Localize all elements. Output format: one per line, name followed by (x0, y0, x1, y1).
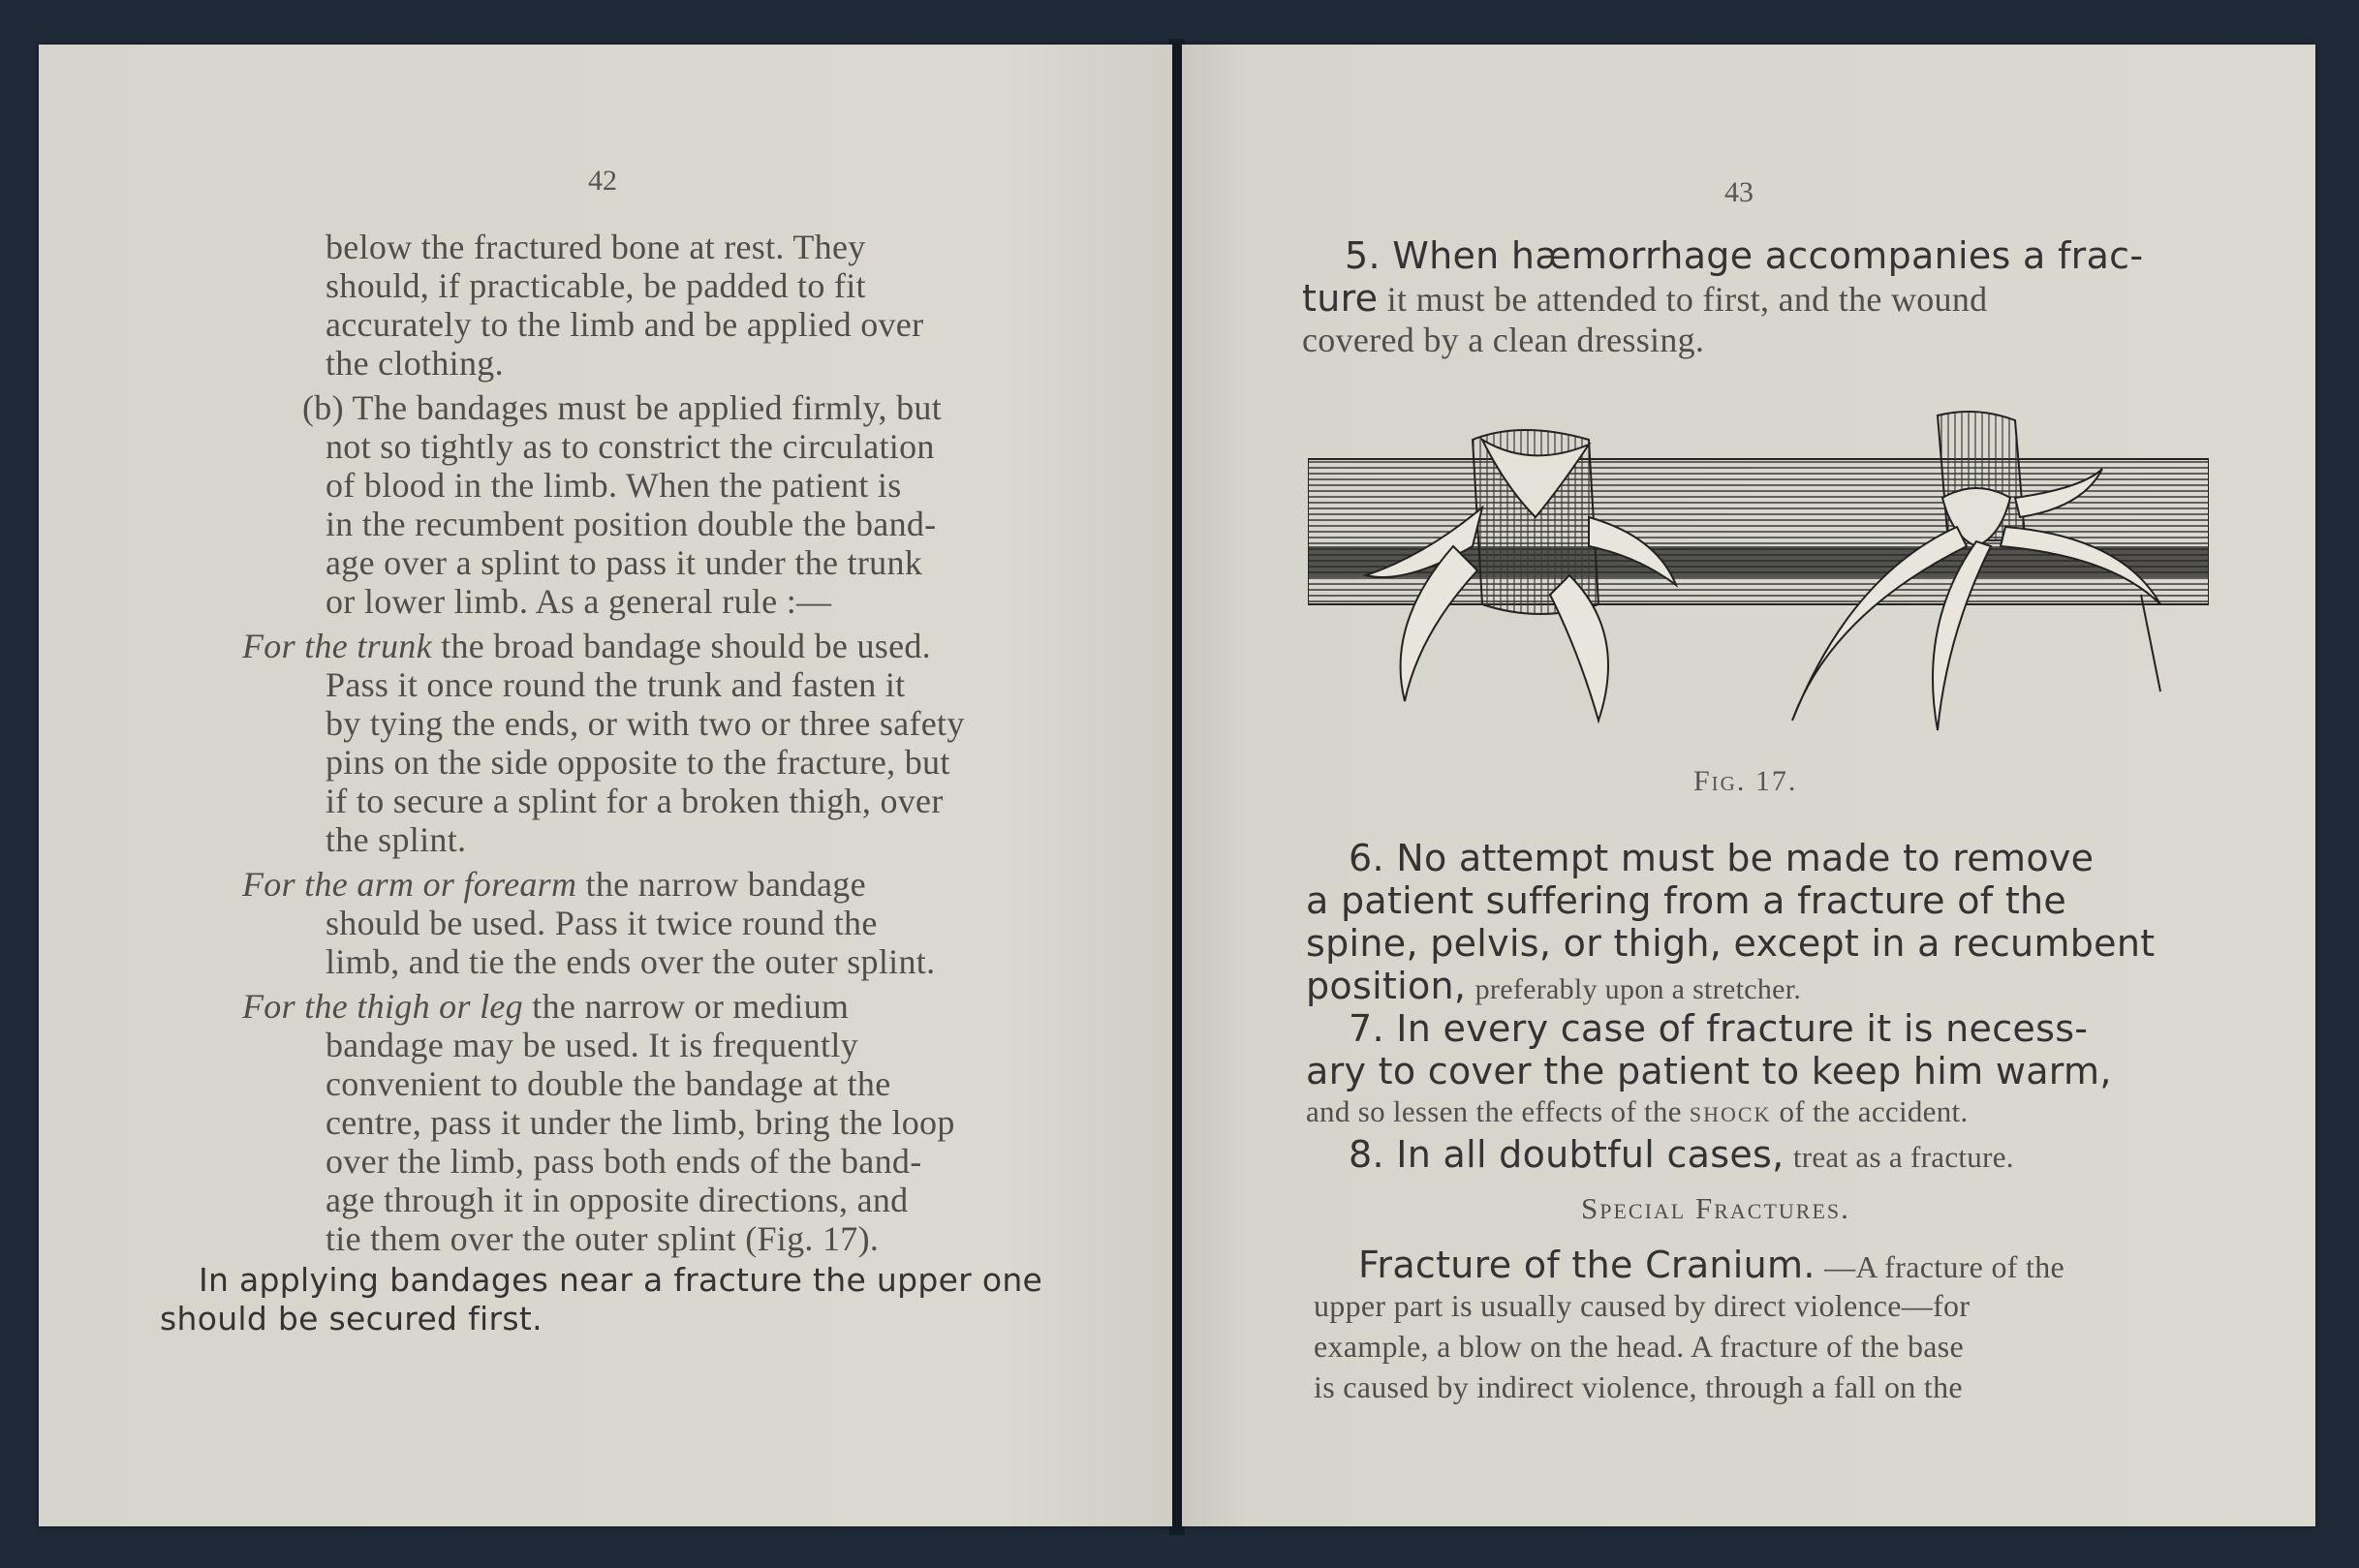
text-line: centre, pass it under the limb, bring the loop (326, 1103, 955, 1142)
text-line (242, 626, 931, 666)
text-line: over the limb, pass both ends of the band- (326, 1142, 922, 1181)
text-line: limb, and tie the ends over the outer splint. (326, 942, 936, 981)
text-line: if to secure a splint for a broken thigh, over (326, 782, 944, 820)
item-6-line: a patient suffering from a fracture of the (1306, 879, 2067, 922)
right-page (1182, 45, 2315, 1526)
text-line: tie them over the outer splint (Fig. 17). (326, 1219, 880, 1258)
text-line (242, 986, 849, 1027)
text-line (1306, 965, 1801, 1007)
text-run: the narrow or medium (532, 987, 850, 1026)
italic-lead: For the trunk (242, 627, 432, 665)
text-line: age through it in opposite directions, and (326, 1181, 909, 1219)
page-number: 42 (588, 165, 617, 197)
cranium-heading: Fracture of the Cranium. (1358, 1244, 1816, 1286)
text-run: of the accident. (1779, 1094, 1969, 1128)
text-line (1349, 1133, 2014, 1176)
text-line: accurately to the limb and be applied over (326, 305, 924, 344)
item-6-line: spine, pelvis, or thigh, except in a recumbent (1306, 922, 2156, 965)
text-line: or lower limb. As a general rule :— (326, 582, 832, 621)
text-line: is caused by indirect violence, through a fall on the (1314, 1369, 1963, 1404)
item-7-line: ary to cover the patient to keep him warm, (1306, 1050, 2112, 1092)
text-run: the broad bandage should be used. (441, 627, 931, 665)
text-line: Pass it once round the trunk and fasten it (326, 665, 906, 704)
italic-lead: For the arm or forearm (242, 865, 577, 904)
page-number: 43 (1724, 176, 1754, 208)
text-line: In applying bandages near a fracture the upper one (199, 1261, 1043, 1299)
text-line: age over a splint to pass it under the trunk (326, 543, 923, 582)
text-line: covered by a clean dressing. (1302, 321, 1705, 359)
splint-bandage-illustration (1308, 401, 2209, 750)
text-run: preferably upon a stretcher. (1474, 973, 1802, 1005)
text-line: example, a blow on the head. A fracture of the base (1314, 1329, 1965, 1364)
item-5-heading: 5. When hæmorrhage accompanies a frac- (1345, 234, 2144, 277)
text-run: treat as a fracture. (1792, 1140, 2014, 1174)
text-line: bandage may be used. It is frequently (326, 1026, 858, 1064)
text-line: the splint. (326, 820, 467, 859)
text-line (1302, 277, 1987, 320)
text-line (1306, 1094, 1969, 1129)
text-run: the narrow bandage (585, 865, 866, 904)
item-6-line: 6. No attempt must be made to remove (1349, 837, 2095, 879)
italic-lead: For the thigh or leg (242, 987, 523, 1026)
text-run: —A fracture of the (1824, 1249, 2065, 1284)
text-line (242, 864, 866, 905)
text-run: and so lessen the effects of the (1306, 1094, 1682, 1128)
text-line: below the fractured bone at rest. They (326, 228, 866, 266)
item-8-line: 8. In all doubtful cases, (1349, 1133, 1785, 1176)
text-line: convenient to double the bandage at the (326, 1064, 891, 1103)
item-5-heading-cont: ture (1302, 277, 1379, 320)
section-heading: Special Fractures. (1581, 1191, 1850, 1225)
text-line: should be secured first. (160, 1300, 543, 1337)
text-line: not so tightly as to constrict the circulation (326, 427, 935, 466)
text-line: by tying the ends, or with two or three safety (326, 704, 965, 743)
text-line: pins on the side opposite to the fracture, but (326, 743, 950, 782)
item-7-line: 7. In every case of fracture it is necess- (1349, 1007, 2089, 1050)
text-line: in the recumbent position double the band- (326, 505, 937, 543)
figure-caption: Fig. 17. (1693, 765, 1798, 797)
text-line: upper part is usually caused by direct violence—for (1314, 1288, 1971, 1323)
text-line: of blood in the limb. When the patient is (326, 466, 902, 505)
text-line: should, if practicable, be padded to fit (326, 266, 866, 305)
text-run: shock (1689, 1094, 1772, 1128)
text-line: should be used. Pass it twice round the (326, 904, 878, 942)
text-line: the clothing. (326, 344, 504, 383)
left-page (39, 45, 1172, 1526)
text-line: (b) The bandages must be applied firmly, but (302, 388, 943, 427)
text-run: it must be attended to first, and the wound (1386, 280, 1988, 319)
item-6-line: position, (1306, 965, 1467, 1007)
text-line (1358, 1244, 2064, 1286)
